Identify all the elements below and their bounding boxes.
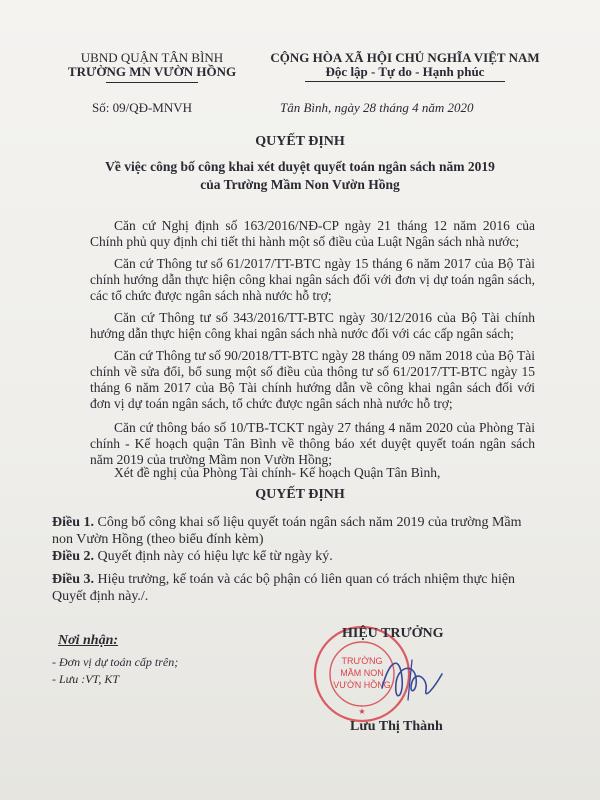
issuing-school: TRƯỜNG MN VƯỜN HỒNG xyxy=(67,64,237,79)
stamp-line-3: VƯỜN HỒNG xyxy=(333,680,391,690)
preamble-text: Căn cứ Thông tư số 61/2017/TT-BTC ngày 15 tháng 6 năm 2017 của Bộ Tài chính hướng dẫn thực hiện công khai ngân sách đối với đơn vị dự toán ngân sách, các tổ chức được ngân sách nhà nước hỗ trợ; xyxy=(90,256,535,303)
issuing-authority: UBND QUẬN TÂN BÌNH xyxy=(80,50,224,65)
recipients-title: Nơi nhận: xyxy=(58,633,119,648)
article-label: Điều 2. xyxy=(52,549,94,564)
stamp-line-1: TRƯỜNG xyxy=(341,656,383,666)
preamble-paragraph xyxy=(90,420,535,468)
signer-name: Lưu Thị Thành xyxy=(350,719,443,734)
article-3 xyxy=(52,571,532,605)
preamble-paragraph xyxy=(90,256,535,304)
proposal-paragraph xyxy=(90,465,535,481)
article-text: Công bố công khai số liệu quyết toán ngân sách năm 2019 của trường Mầm non Vườn Hồng (theo biểu đính kèm) xyxy=(52,515,522,547)
document-number: Số: 09/QĐ-MNVH xyxy=(92,100,193,115)
document-date: Tân Bình, ngày 28 tháng 4 năm 2020 xyxy=(280,100,474,115)
subject-line-1: Về việc công bố công khai xét duyệt quyết toán ngân sách năm 2019 xyxy=(105,159,495,174)
svg-text:★: ★ xyxy=(358,707,366,716)
article-2 xyxy=(52,548,532,565)
recipient-item: - Đơn vị dự toán cấp trên; xyxy=(52,655,179,669)
stamp-line-2: MẦM NON xyxy=(340,668,384,678)
preamble-text: Căn cứ Thông tư số 90/2018/TT-BTC ngày 28 tháng 09 năm 2018 của Bộ Tài chính về sửa đổi, bổ sung một số điều của thông tư số 61/2017/TT-BTC ngày 15 tháng 6 năm 2017 của Bộ Tài chính hướng dẫn về công khai ngân sách đối với đơn vị dự toán ngân sách, tổ chức được ngân sách nhà nước hỗ trợ; xyxy=(90,348,535,411)
national-motto: Độc lập - Tự do - Hạnh phúc xyxy=(325,64,485,79)
decision-heading: QUYẾT ĐỊNH xyxy=(255,487,345,502)
preamble-text: Căn cứ Thông tư số 343/2016/TT-BTC ngày 30/12/2016 của Bộ Tài chính hướng dẫn thực hiện công khai ngân sách nhà nước đối với các cấp ngân sách; xyxy=(90,310,535,341)
article-label: Điều 1. xyxy=(52,515,94,530)
proposal-text: Xét đề nghị của Phòng Tài chính- Kế hoạch Quận Tân Bình, xyxy=(114,465,441,480)
motto-underline xyxy=(305,81,505,82)
preamble-paragraph xyxy=(90,218,535,250)
article-text: Hiệu trưởng, kế toán và các bộ phận có liên quan có trách nhiệm thực hiện Quyết định này./. xyxy=(52,572,516,604)
recipient-item: - Lưu :VT, KT xyxy=(52,672,120,686)
org-underline xyxy=(106,82,198,83)
preamble-paragraph xyxy=(90,310,535,342)
national-title: CỘNG HÒA XÃ HỘI CHỦ NGHĨA VIỆT NAM xyxy=(270,50,540,65)
preamble-text: Căn cứ Nghị định số 163/2016/NĐ-CP ngày 21 tháng 12 năm 2016 của Chính phủ quy định chi tiết thi hành một số điều của Luật Ngân sách nhà nước; xyxy=(90,218,535,249)
signature-scribble-icon xyxy=(372,648,452,708)
signer-title: HIỆU TRƯỞNG xyxy=(342,626,444,641)
article-1 xyxy=(52,514,532,548)
preamble-text: Căn cứ thông báo số 10/TB-TCKT ngày 27 tháng 4 năm 2020 của Phòng Tài chính - Kế hoạch quận Tân Bình về thông báo xét duyệt quyết toán ngân sách năm 2019 của trường Mầm non Vườn Hồng; xyxy=(90,420,535,467)
subject-line-2: của Trường Mầm Non Vườn Hồng xyxy=(200,177,400,192)
preamble-paragraph xyxy=(90,348,535,412)
article-label: Điều 3. xyxy=(52,572,94,587)
article-text: Quyết định này có hiệu lực kể từ ngày ký. xyxy=(97,549,333,564)
document-title: QUYẾT ĐỊNH xyxy=(255,134,345,149)
